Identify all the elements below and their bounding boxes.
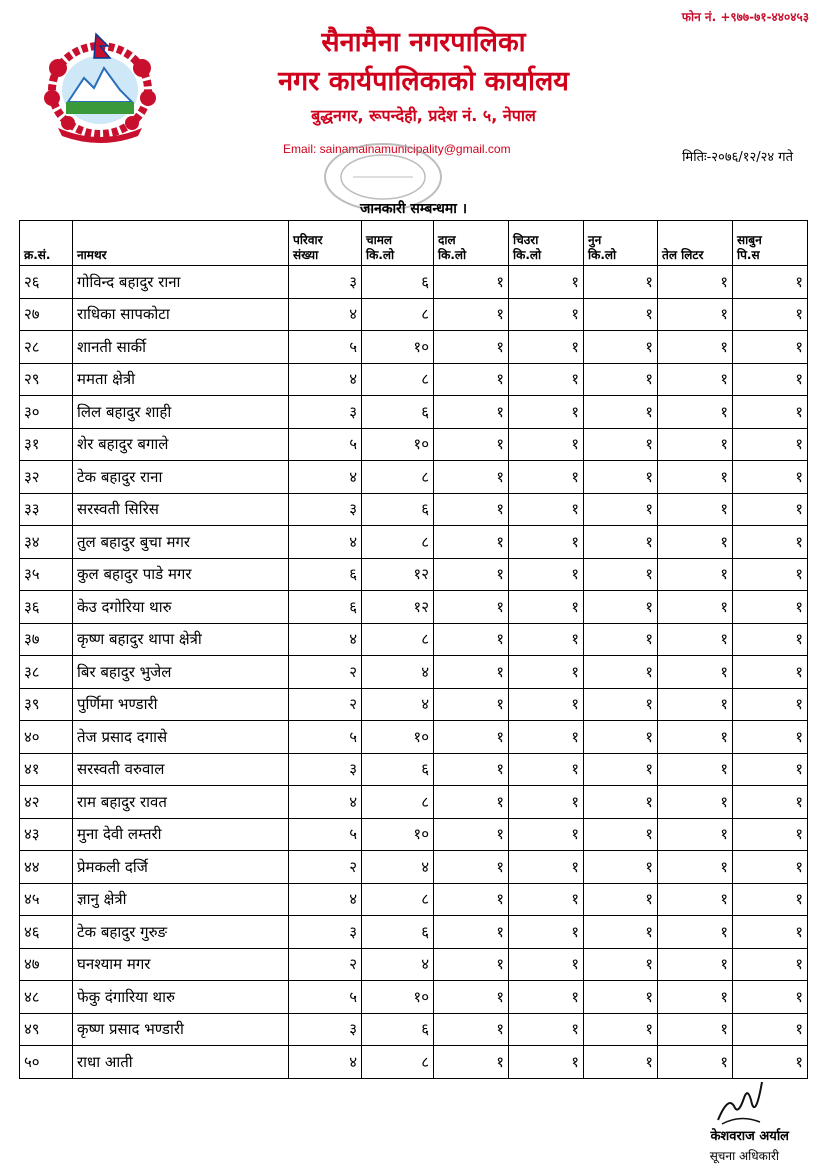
rice-kg-cell: ४ — [362, 656, 434, 689]
serial-number-cell: ३० — [20, 396, 73, 429]
soap-pcs-cell: १ — [733, 786, 808, 819]
dal-kg-cell: १ — [434, 298, 509, 331]
phone-number: फोन नं. +९७७-७१-४४०४५३ — [681, 10, 809, 24]
column-header-top: परिवार — [293, 233, 323, 247]
dal-kg-cell: १ — [434, 786, 509, 819]
oil-litre-cell: १ — [658, 591, 733, 624]
family-count-cell: ४ — [289, 363, 362, 396]
serial-number-cell: ३६ — [20, 591, 73, 624]
dal-kg-cell: १ — [434, 656, 509, 689]
family-count-cell: ५ — [289, 721, 362, 754]
table-row — [20, 363, 808, 396]
chiura-kg-cell: १ — [509, 948, 584, 981]
dal-kg-cell: १ — [434, 558, 509, 591]
family-count-cell: ४ — [289, 298, 362, 331]
rice-kg-cell: ८ — [362, 461, 434, 494]
family-count-cell: ५ — [289, 818, 362, 851]
rice-kg-cell: ८ — [362, 298, 434, 331]
chiura-kg-cell: १ — [509, 363, 584, 396]
family-count-cell: ४ — [289, 883, 362, 916]
dal-kg-cell: १ — [434, 526, 509, 559]
chiura-kg-cell: १ — [509, 623, 584, 656]
chiura-kg-cell: १ — [509, 1046, 584, 1079]
oil-litre-cell: १ — [658, 461, 733, 494]
salt-kg-cell: १ — [584, 623, 658, 656]
salt-kg-cell: १ — [584, 526, 658, 559]
dal-kg-cell: १ — [434, 363, 509, 396]
table-row — [20, 558, 808, 591]
oil-litre-cell: १ — [658, 656, 733, 689]
rice-kg-cell: ८ — [362, 363, 434, 396]
family-count-cell: ४ — [289, 623, 362, 656]
soap-pcs-cell: १ — [733, 396, 808, 429]
family-count-cell: ३ — [289, 753, 362, 786]
chiura-kg-cell: १ — [509, 526, 584, 559]
rice-kg-cell: ६ — [362, 266, 434, 299]
rice-kg-cell: ८ — [362, 883, 434, 916]
column-header — [73, 221, 289, 266]
table-row — [20, 948, 808, 981]
column-header-bottom: नामथर — [77, 248, 107, 262]
soap-pcs-cell: १ — [733, 851, 808, 884]
salt-kg-cell: १ — [584, 818, 658, 851]
name-cell: प्रेमकली दर्जि — [73, 851, 289, 884]
salt-kg-cell: १ — [584, 981, 658, 1014]
name-cell: केउ दगोरिया थारु — [73, 591, 289, 624]
rice-kg-cell: १२ — [362, 558, 434, 591]
dal-kg-cell: १ — [434, 591, 509, 624]
soap-pcs-cell: १ — [733, 493, 808, 526]
rice-kg-cell: ६ — [362, 1013, 434, 1046]
family-count-cell: ४ — [289, 1046, 362, 1079]
oil-litre-cell: १ — [658, 558, 733, 591]
document-subject: जानकारी सम्बन्धमा । — [359, 201, 468, 217]
chiura-kg-cell: १ — [509, 818, 584, 851]
salt-kg-cell: १ — [584, 948, 658, 981]
serial-number-cell: ३५ — [20, 558, 73, 591]
family-count-cell: ५ — [289, 331, 362, 364]
column-header — [658, 221, 733, 266]
salt-kg-cell: १ — [584, 558, 658, 591]
rice-kg-cell: १० — [362, 331, 434, 364]
serial-number-cell: ४७ — [20, 948, 73, 981]
table-row — [20, 298, 808, 331]
serial-number-cell: ४८ — [20, 981, 73, 1014]
dal-kg-cell: १ — [434, 883, 509, 916]
name-cell: सरस्वती सिरिस — [73, 493, 289, 526]
family-count-cell: ६ — [289, 558, 362, 591]
table-row — [20, 1013, 808, 1046]
rice-kg-cell: १० — [362, 818, 434, 851]
dal-kg-cell: १ — [434, 948, 509, 981]
table-row — [20, 623, 808, 656]
column-header-top: दाल — [438, 233, 456, 247]
soap-pcs-cell: १ — [733, 1046, 808, 1079]
rice-kg-cell: ४ — [362, 851, 434, 884]
family-count-cell: २ — [289, 688, 362, 721]
table-row — [20, 331, 808, 364]
name-cell: घनश्याम मगर — [73, 948, 289, 981]
oil-litre-cell: १ — [658, 298, 733, 331]
salt-kg-cell: १ — [584, 266, 658, 299]
office-name: नगर कार्यपालिकाको कार्यालय — [278, 66, 569, 97]
chiura-kg-cell: १ — [509, 591, 584, 624]
municipality-name: सैनामैना नगरपालिका — [321, 27, 526, 58]
soap-pcs-cell: १ — [733, 461, 808, 494]
column-header-bottom: कि.लो — [438, 248, 467, 262]
soap-pcs-cell: १ — [733, 981, 808, 1014]
soap-pcs-cell: १ — [733, 558, 808, 591]
serial-number-cell: ४१ — [20, 753, 73, 786]
oil-litre-cell: १ — [658, 753, 733, 786]
oil-litre-cell: १ — [658, 688, 733, 721]
oil-litre-cell: १ — [658, 818, 733, 851]
serial-number-cell: ३८ — [20, 656, 73, 689]
rice-kg-cell: ८ — [362, 1046, 434, 1079]
family-count-cell: ३ — [289, 916, 362, 949]
salt-kg-cell: १ — [584, 428, 658, 461]
family-count-cell: ४ — [289, 526, 362, 559]
column-header-bottom: पि.स — [737, 248, 760, 262]
rice-kg-cell: ६ — [362, 916, 434, 949]
name-cell: टेक बहादुर राना — [73, 461, 289, 494]
chiura-kg-cell: १ — [509, 298, 584, 331]
chiura-kg-cell: १ — [509, 493, 584, 526]
table-row — [20, 721, 808, 754]
name-cell: सरस्वती वरुवाल — [73, 753, 289, 786]
soap-pcs-cell: १ — [733, 1013, 808, 1046]
chiura-kg-cell: १ — [509, 266, 584, 299]
family-count-cell: २ — [289, 851, 362, 884]
salt-kg-cell: १ — [584, 656, 658, 689]
column-header — [584, 221, 658, 266]
soap-pcs-cell: १ — [733, 298, 808, 331]
table-body — [20, 266, 808, 1079]
column-header-top: नुन — [588, 233, 602, 247]
handwritten-signature-icon — [712, 1076, 768, 1128]
serial-number-cell: २६ — [20, 266, 73, 299]
name-cell: कृष्ण बहादुर थापा क्षेत्री — [73, 623, 289, 656]
serial-number-cell: ३७ — [20, 623, 73, 656]
name-cell: गोविन्द बहादुर राना — [73, 266, 289, 299]
chiura-kg-cell: १ — [509, 981, 584, 1014]
salt-kg-cell: १ — [584, 786, 658, 819]
salt-kg-cell: १ — [584, 721, 658, 754]
salt-kg-cell: १ — [584, 851, 658, 884]
rice-kg-cell: ४ — [362, 948, 434, 981]
office-address: बुद्धनगर, रूपन्देही, प्रदेश नं. ५, नेपाल — [311, 106, 536, 125]
rice-kg-cell: ८ — [362, 786, 434, 819]
family-count-cell: २ — [289, 656, 362, 689]
dal-kg-cell: १ — [434, 493, 509, 526]
salt-kg-cell: १ — [584, 1013, 658, 1046]
chiura-kg-cell: १ — [509, 558, 584, 591]
soap-pcs-cell: १ — [733, 818, 808, 851]
column-header — [434, 221, 509, 266]
column-header — [289, 221, 362, 266]
relief-distribution-table — [19, 220, 808, 1079]
serial-number-cell: ३४ — [20, 526, 73, 559]
table-row — [20, 786, 808, 819]
serial-number-cell: ३९ — [20, 688, 73, 721]
dal-kg-cell: १ — [434, 331, 509, 364]
table-row — [20, 916, 808, 949]
table-row — [20, 461, 808, 494]
oil-litre-cell: १ — [658, 266, 733, 299]
chiura-kg-cell: १ — [509, 688, 584, 721]
salt-kg-cell: १ — [584, 493, 658, 526]
dal-kg-cell: १ — [434, 753, 509, 786]
soap-pcs-cell: १ — [733, 428, 808, 461]
name-cell: तेज प्रसाद दगासे — [73, 721, 289, 754]
soap-pcs-cell: १ — [733, 753, 808, 786]
rice-kg-cell: १० — [362, 981, 434, 1014]
serial-number-cell: २९ — [20, 363, 73, 396]
oil-litre-cell: १ — [658, 981, 733, 1014]
serial-number-cell: ३२ — [20, 461, 73, 494]
dal-kg-cell: १ — [434, 916, 509, 949]
table-row — [20, 591, 808, 624]
soap-pcs-cell: १ — [733, 363, 808, 396]
rice-kg-cell: १२ — [362, 591, 434, 624]
family-count-cell: ३ — [289, 266, 362, 299]
name-cell: बिर बहादुर भुजेल — [73, 656, 289, 689]
column-header — [733, 221, 808, 266]
dal-kg-cell: १ — [434, 1013, 509, 1046]
table-row — [20, 656, 808, 689]
soap-pcs-cell: १ — [733, 883, 808, 916]
chiura-kg-cell: १ — [509, 1013, 584, 1046]
chiura-kg-cell: १ — [509, 396, 584, 429]
chiura-kg-cell: १ — [509, 851, 584, 884]
salt-kg-cell: १ — [584, 298, 658, 331]
signer-name: केशवराज अर्याल — [710, 1129, 789, 1144]
soap-pcs-cell: १ — [733, 266, 808, 299]
name-cell: मुना देवी लम्तरी — [73, 818, 289, 851]
serial-number-cell: ४४ — [20, 851, 73, 884]
family-count-cell: ५ — [289, 981, 362, 1014]
serial-number-cell: ४६ — [20, 916, 73, 949]
rice-kg-cell: ६ — [362, 753, 434, 786]
name-cell: कुल बहादुर पाडे मगर — [73, 558, 289, 591]
chiura-kg-cell: १ — [509, 883, 584, 916]
rice-kg-cell: ६ — [362, 493, 434, 526]
document-date: मितिः-२०७६/१२/२४ गते — [682, 150, 793, 165]
name-cell: राधिका सापकोटा — [73, 298, 289, 331]
soap-pcs-cell: १ — [733, 331, 808, 364]
column-header-bottom: कि.लो — [513, 248, 542, 262]
serial-number-cell: ३१ — [20, 428, 73, 461]
serial-number-cell: २८ — [20, 331, 73, 364]
soap-pcs-cell: १ — [733, 623, 808, 656]
soap-pcs-cell: १ — [733, 721, 808, 754]
column-header-top: साबुन — [737, 233, 762, 247]
column-header — [362, 221, 434, 266]
dal-kg-cell: १ — [434, 818, 509, 851]
soap-pcs-cell: १ — [733, 656, 808, 689]
signer-title: सूचना अधिकारी — [709, 1149, 779, 1163]
name-cell: राम बहादुर रावत — [73, 786, 289, 819]
salt-kg-cell: १ — [584, 363, 658, 396]
family-count-cell: ३ — [289, 396, 362, 429]
dal-kg-cell: १ — [434, 981, 509, 1014]
dal-kg-cell: १ — [434, 721, 509, 754]
table-row — [20, 753, 808, 786]
serial-number-cell: ४२ — [20, 786, 73, 819]
oil-litre-cell: १ — [658, 883, 733, 916]
oil-litre-cell: १ — [658, 851, 733, 884]
table-row — [20, 396, 808, 429]
table-row — [20, 1046, 808, 1079]
dal-kg-cell: १ — [434, 623, 509, 656]
rice-kg-cell: ८ — [362, 623, 434, 656]
salt-kg-cell: १ — [584, 883, 658, 916]
chiura-kg-cell: १ — [509, 721, 584, 754]
column-header-bottom: कि.लो — [366, 248, 395, 262]
serial-number-cell: २७ — [20, 298, 73, 331]
table-row — [20, 493, 808, 526]
serial-number-cell: ४९ — [20, 1013, 73, 1046]
chiura-kg-cell: १ — [509, 753, 584, 786]
table-row — [20, 428, 808, 461]
serial-number-cell: ४५ — [20, 883, 73, 916]
family-count-cell: २ — [289, 948, 362, 981]
oil-litre-cell: १ — [658, 363, 733, 396]
rice-kg-cell: ८ — [362, 526, 434, 559]
column-header-top: चामल — [366, 233, 393, 247]
chiura-kg-cell: १ — [509, 461, 584, 494]
name-cell: पुर्णिमा भण्डारी — [73, 688, 289, 721]
family-count-cell: ४ — [289, 786, 362, 819]
oil-litre-cell: १ — [658, 331, 733, 364]
table-row — [20, 526, 808, 559]
name-cell: तुल बहादुर बुचा मगर — [73, 526, 289, 559]
oil-litre-cell: १ — [658, 396, 733, 429]
table-row — [20, 266, 808, 299]
family-count-cell: ३ — [289, 1013, 362, 1046]
column-header-bottom: संख्या — [293, 248, 319, 262]
oil-litre-cell: १ — [658, 493, 733, 526]
table-header-row — [20, 221, 808, 266]
dal-kg-cell: १ — [434, 688, 509, 721]
soap-pcs-cell: १ — [733, 688, 808, 721]
column-header — [20, 221, 73, 266]
name-cell: ज्ञानु क्षेत्री — [73, 883, 289, 916]
office-email: Email: sainamainamunicipality@gmail.com — [283, 142, 511, 156]
salt-kg-cell: १ — [584, 331, 658, 364]
oil-litre-cell: १ — [658, 526, 733, 559]
salt-kg-cell: १ — [584, 688, 658, 721]
name-cell: शानती सार्की — [73, 331, 289, 364]
column-header — [509, 221, 584, 266]
family-count-cell: ५ — [289, 428, 362, 461]
name-cell: कृष्ण प्रसाद भण्डारी — [73, 1013, 289, 1046]
column-header-bottom: तेल लिटर — [662, 248, 704, 262]
rice-kg-cell: १० — [362, 721, 434, 754]
name-cell: फेकु दंगारिया थारु — [73, 981, 289, 1014]
salt-kg-cell: १ — [584, 461, 658, 494]
dal-kg-cell: १ — [434, 396, 509, 429]
salt-kg-cell: १ — [584, 591, 658, 624]
table-row — [20, 981, 808, 1014]
chiura-kg-cell: १ — [509, 428, 584, 461]
chiura-kg-cell: १ — [509, 656, 584, 689]
name-cell: शेर बहादुर बगाले — [73, 428, 289, 461]
serial-number-cell: ४३ — [20, 818, 73, 851]
dal-kg-cell: १ — [434, 851, 509, 884]
chiura-kg-cell: १ — [509, 331, 584, 364]
dal-kg-cell: १ — [434, 428, 509, 461]
oil-litre-cell: १ — [658, 1046, 733, 1079]
oil-litre-cell: १ — [658, 786, 733, 819]
soap-pcs-cell: १ — [733, 591, 808, 624]
table-row — [20, 818, 808, 851]
serial-number-cell: ५० — [20, 1046, 73, 1079]
salt-kg-cell: १ — [584, 396, 658, 429]
table-row — [20, 688, 808, 721]
rice-kg-cell: १० — [362, 428, 434, 461]
oil-litre-cell: १ — [658, 1013, 733, 1046]
soap-pcs-cell: १ — [733, 916, 808, 949]
name-cell: राधा आती — [73, 1046, 289, 1079]
oil-litre-cell: १ — [658, 721, 733, 754]
name-cell: ममता क्षेत्री — [73, 363, 289, 396]
table-row — [20, 851, 808, 884]
column-header-bottom: क्र.सं. — [24, 248, 51, 262]
family-count-cell: ३ — [289, 493, 362, 526]
salt-kg-cell: १ — [584, 1046, 658, 1079]
oil-litre-cell: १ — [658, 623, 733, 656]
dal-kg-cell: १ — [434, 266, 509, 299]
serial-number-cell: ४० — [20, 721, 73, 754]
name-cell: टेक बहादुर गुरुङ — [73, 916, 289, 949]
oil-litre-cell: १ — [658, 948, 733, 981]
table-row — [20, 883, 808, 916]
oil-litre-cell: १ — [658, 428, 733, 461]
salt-kg-cell: १ — [584, 753, 658, 786]
rice-kg-cell: ६ — [362, 396, 434, 429]
family-count-cell: ४ — [289, 461, 362, 494]
rice-kg-cell: ४ — [362, 688, 434, 721]
column-header-top: चिउरा — [513, 233, 539, 247]
dal-kg-cell: १ — [434, 461, 509, 494]
oil-litre-cell: १ — [658, 916, 733, 949]
name-cell: लिल बहादुर शाही — [73, 396, 289, 429]
chiura-kg-cell: १ — [509, 916, 584, 949]
soap-pcs-cell: १ — [733, 948, 808, 981]
salt-kg-cell: १ — [584, 916, 658, 949]
family-count-cell: ६ — [289, 591, 362, 624]
serial-number-cell: ३३ — [20, 493, 73, 526]
dal-kg-cell: १ — [434, 1046, 509, 1079]
soap-pcs-cell: १ — [733, 526, 808, 559]
column-header-bottom: कि.लो — [588, 248, 617, 262]
chiura-kg-cell: १ — [509, 786, 584, 819]
